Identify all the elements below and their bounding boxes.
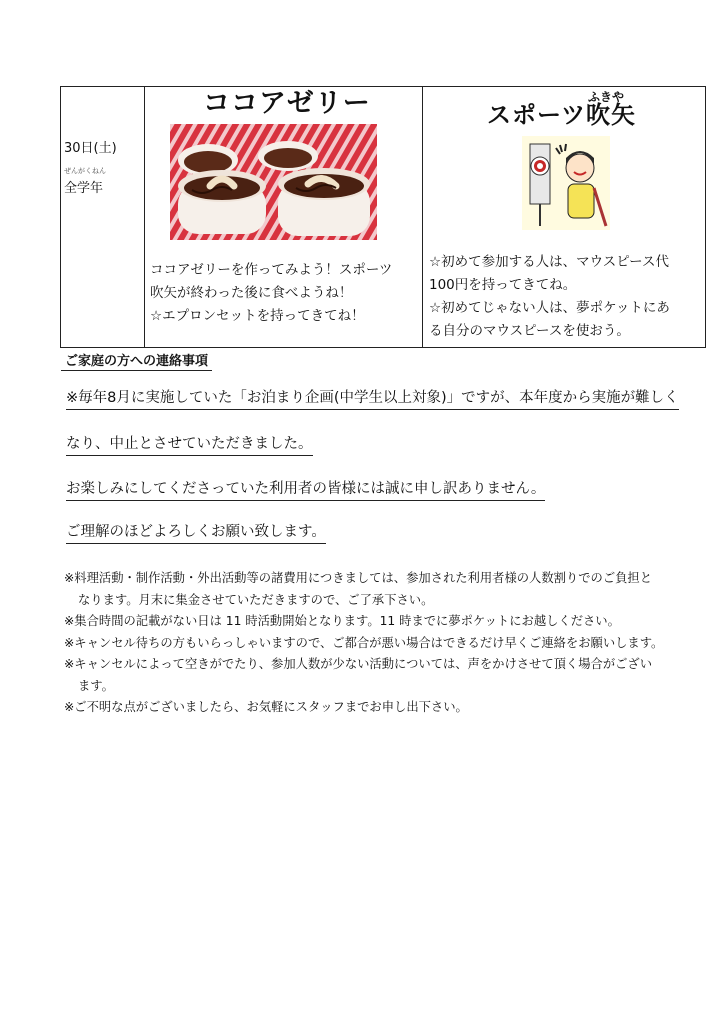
- cocoa-jelly-photo: [170, 124, 377, 240]
- notes-list: [64, 568, 714, 719]
- notice-paragraph: ご理解のほどよろしくお願い致します。: [66, 520, 326, 544]
- blowgun-illustration: [522, 136, 610, 230]
- note-text: ※料理活動・制作活動・外出活動等の諸費用につきましては、参加された利用者様の人数割りでのご負担と: [64, 571, 653, 585]
- notice-paragraph: なり、中止とさせていただきました。: [66, 432, 313, 456]
- note-item: [64, 633, 714, 655]
- activity2-line: ☆初めて参加する人は、マウスピース代: [429, 254, 669, 270]
- activity1-description: [150, 259, 420, 328]
- activity1-line: ☆エプロンセットを持ってきてね！: [150, 308, 365, 324]
- sports-title-ruby: ふきや: [588, 90, 625, 104]
- activity2-description: [429, 251, 703, 343]
- note-text: ※集合時間の記載がない日は 11 時活動開始となります。11 時までに夢ポケットにお越しください。: [64, 614, 620, 628]
- notice-paragraph: ※毎年8月に実施していた「お泊まり企画(中学生以上対象)」ですが、本年度から実施が難しく: [66, 386, 679, 410]
- notice-paragraph: お楽しみにしてくださっていた利用者の皆様には誠に申し訳ありません。: [66, 477, 545, 501]
- activity1-line: 吹矢が終わった後に食べようね！: [150, 285, 353, 301]
- note-text: ※キャンセル待ちの方もいらっしゃいますので、ご都合が悪い場合はできるだけ早くご連絡をお願いします。: [64, 635, 664, 650]
- note-continuation: ます。: [78, 678, 114, 693]
- note-item: [64, 654, 714, 697]
- activity-title-sports-fukiya: スポーツ吹矢: [487, 101, 637, 129]
- grade-ruby: ぜんがくねん: [64, 167, 106, 175]
- table-divider: [422, 86, 423, 348]
- note-item: [64, 697, 714, 719]
- activity1-line: ココアゼリーを作ってみよう！スポーツ: [150, 262, 393, 278]
- table-divider: [144, 86, 145, 348]
- activity2-line: る自分のマウスピースを使おう。: [429, 323, 630, 339]
- note-text: ※ご不明な点がございましたら、お気軽にスタッフまでお申し出下さい。: [64, 700, 468, 714]
- activity2-line: 100円を持ってきてね。: [429, 277, 577, 293]
- note-item: [64, 568, 714, 611]
- activity2-line: ☆初めてじゃない人は、夢ポケットにあ: [429, 300, 670, 316]
- note-item: [64, 611, 714, 633]
- note-text: ※キャンセルによって空きがでたり、参加人数が少ない活動については、声をかけさせて頂く場合がござい: [64, 657, 653, 671]
- activity-title-cocoa-jelly: ココアゼリー: [203, 88, 371, 119]
- notice-header: ご家庭の方への連絡事項: [61, 350, 212, 371]
- event-grade: 全学年: [64, 181, 104, 196]
- event-date: 30日(土): [64, 141, 117, 156]
- note-continuation: なります。月末に集金させていただきますので、ご了承下さい。: [78, 592, 434, 607]
